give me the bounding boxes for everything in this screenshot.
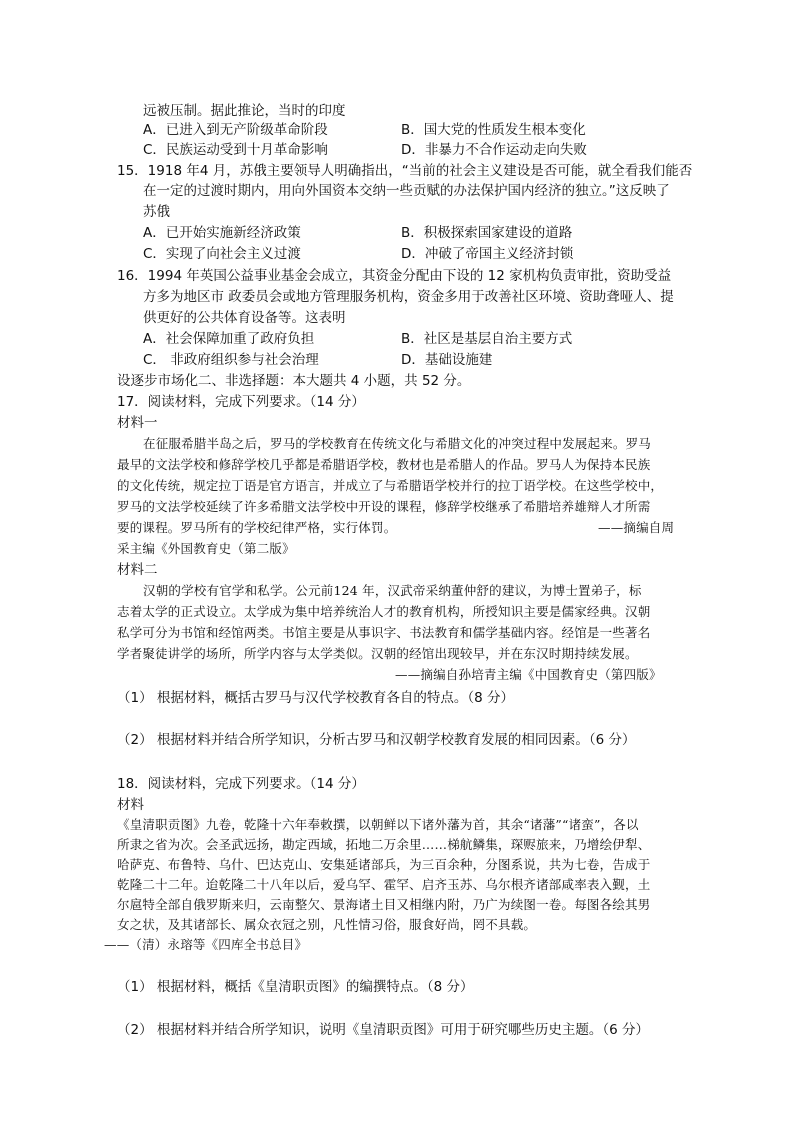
q18-material-line5: 尔扈特全部自俄罗斯来归，云南整欠、景海诸土目又相继内附，乃广为续图一卷。每图各绘其男: [117, 897, 651, 912]
q17-material2-label: 材料二: [117, 562, 158, 578]
q17-material1-source-part2: 采主编《外国教育史（第二版》: [117, 541, 295, 556]
q14-option-d: D．非暴力不合作运动走向失败: [401, 142, 587, 158]
q15-stem-line2: 在一定的过渡时期内，用向外国资本交纳一些贡赋的办法保护国内经济的独立。”这反映了: [143, 183, 670, 199]
q14-option-a: A．已进入到无产阶级革命阶段: [143, 122, 328, 138]
q15-option-a: A．已开始实施新经济政策: [143, 225, 301, 241]
q17-material2-line3: 私学可分为书馆和经馆两类。书馆主要是从事识字、书法教育和儒学基础内容。经馆是一些著名: [117, 625, 651, 640]
q17-heading: 17．阅读材料，完成下列要求。（14 分）: [117, 394, 365, 410]
q17-subquestion-2: （2） 根据材料并结合所学知识，分析古罗马和汉朝学校教育发展的相同因素。（6 分）: [117, 732, 636, 748]
q17-material1-line3: 的文化传统，规定拉丁语是官方语言，并成立了与希腊语学校并行的拉丁语学校。在这些学校中，: [117, 478, 664, 493]
q16-stem-line1: 16．1994 年英国公益事业基金会成立，其资金分配由下设的 12 家机构负责审批，资助受益: [117, 268, 672, 284]
q14-option-b: B．国大党的性质发生根本变化: [401, 122, 586, 138]
q18-material-line3: 哈萨克、布鲁特、乌什、巴达克山、安集延诸部兵，为三百余种，分图系说，共为七卷，告成于: [117, 857, 651, 872]
q16-stem-line2: 方多为地区市 政委员会或地方管理服务机构，资金多用于改善社区环境、资助聋哑人、提: [143, 289, 674, 305]
q18-material-label: 材料: [117, 797, 144, 813]
q18-subquestion-2: （2） 根据材料并结合所学知识，说明《皇清职贡图》可用于研究哪些历史主题。（6 分）: [117, 1022, 650, 1038]
q15-option-d: D．冲破了帝国主义经济封锁: [401, 246, 574, 262]
q14-stem-end: 远被压制。据此推论，当时的印度: [143, 103, 346, 119]
q15-option-b: B．积极探索国家建设的道路: [401, 225, 573, 241]
q17-material1-line1: 在征服希腊半岛之后，罗马的学校教育在传统文化与希腊文化的冲突过程中发展起来。罗马: [143, 436, 652, 451]
q16-stem-line3: 供更好的公共体育设备等。这表明: [143, 310, 346, 326]
q17-material1-line4: 罗马的文法学校延续了许多希腊文法学校中开设的课程，修辞学校继承了希腊培养雄辩人才所需: [117, 499, 651, 514]
q17-material1-label: 材料一: [117, 415, 158, 431]
q17-material2-source: ——摘编自孙培青主编《中国教育史（第四版》: [395, 667, 662, 682]
q18-material-source: ——（清）永瑢等《四库全书总目》: [104, 937, 308, 952]
q18-material-line4: 乾隆二十二年。迨乾隆二十八年以后，爱乌罕、霍罕、启齐玉苏、乌尔根齐诸部咸率表入觐，土: [117, 877, 651, 892]
q17-material2-line2: 志着太学的正式设立。太学成为集中培养统治人才的教育机构，所授知识主要是儒家经典。汉朝: [117, 604, 651, 619]
q15-stem-line3: 苏俄: [143, 204, 170, 220]
q17-material2-line4: 学者聚徒讲学的场所，所学内容与太学类似。汉朝的经馆出现较早，并在东汉时期持续发展。: [117, 646, 638, 661]
q17-material2-line1: 汉朝的学校有官学和私学。公元前124 年，汉武帝采纳董仲舒的建议，为博士置弟子，标: [143, 583, 642, 598]
q17-material1-line5: 要的课程。罗马所有的学校纪律严格，实行体罚。: [117, 520, 397, 535]
q17-subquestion-1: （1） 根据材料，概括古罗马与汉代学校教育各自的特点。（8 分）: [117, 690, 515, 706]
q17-material1-source-part1: ——摘编自周: [598, 520, 675, 535]
q16-option-d: D．基础设施建: [401, 352, 493, 368]
section-heading: 设逐步市场化二、非选择题：本大题共 4 小题，共 52 分。: [117, 373, 471, 389]
q15-option-c: C．实现了向社会主义过渡: [143, 246, 301, 262]
q15-stem-line1: 15．1918 年4 月，苏俄主要领导人明确指出，“当前的社会主义建设是否可能，就全看我们能否: [117, 163, 693, 179]
q14-option-c: C．民族运动受到十月革命影响: [143, 142, 328, 158]
q16-option-b: B．社区是基层自治主要方式: [401, 331, 573, 347]
q17-material1-line2: 最早的文法学校和修辞学校几乎都是希腊语学校，教材也是希腊人的作品。罗马人为保持本民族: [117, 457, 651, 472]
q18-material-line2: 所隶之省为次。会圣武远扬，勘定西域，拓地二万余里……梯航鳞集，琛赆旅来，乃增绘伊犁、: [117, 837, 651, 852]
q16-option-c: C． 非政府组织参与社会治理: [143, 352, 319, 368]
q18-heading: 18．阅读材料，完成下列要求。（14 分）: [117, 776, 365, 792]
q16-option-a: A．社会保障加重了政府负担: [143, 331, 315, 347]
q18-material-line6: 女之状，及其诸部长、属众衣冠之别，凡性情习俗，服食好尚，罔不具载。: [117, 917, 537, 932]
q18-material-line1: 《皇清职贡图》九卷，乾隆十六年奉敕撰，以朝鲜以下诸外藩为首，其余“诸藩”“诸蛮”，各以: [117, 817, 639, 832]
q18-subquestion-1: （1） 根据材料，概括《皇清职贡图》的编撰特点。（8 分）: [117, 979, 474, 995]
